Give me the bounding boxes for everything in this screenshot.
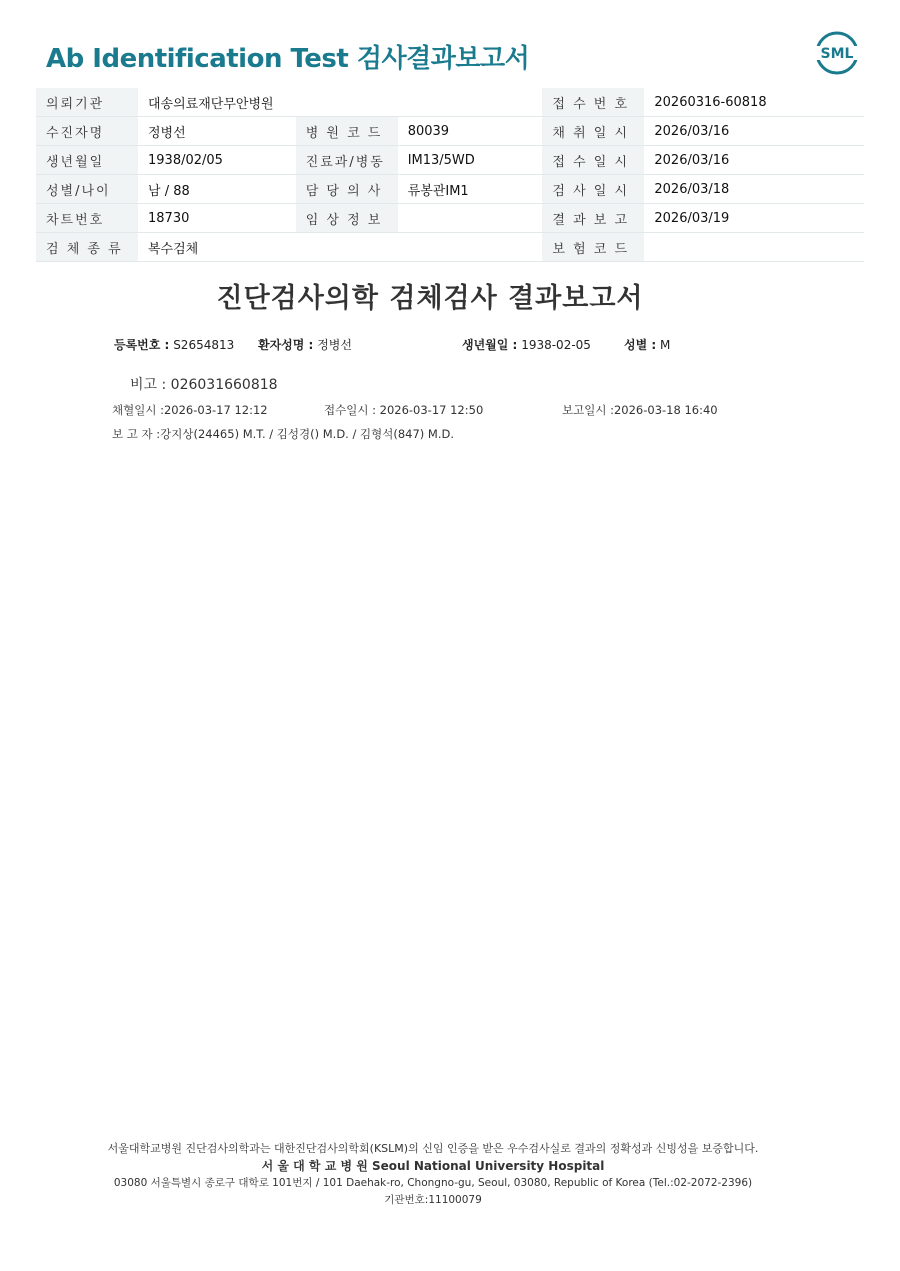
reporter — [112, 426, 454, 442]
patient-name-value: 정병선 — [317, 338, 352, 352]
remark-value: 026031660818 — [170, 377, 278, 393]
label-specimen-type: 검 체 종 류 — [36, 233, 138, 262]
table-row — [36, 88, 864, 117]
collection-datetime-value: 2026-03-17 12:12 — [163, 403, 268, 417]
patient-name-label: 환자성명 : — [258, 338, 314, 352]
label-attending-doctor: 담 당 의 사 — [296, 175, 398, 204]
footer-institution-number: 기관번호:11100079 — [384, 1194, 482, 1206]
label-clinical-info: 임 상 정 보 — [296, 204, 398, 233]
reporter-value: 강지상(24465) M.T. / 김성경() M.D. / 김형석(847) M.D. — [160, 427, 455, 441]
registration-number — [114, 336, 234, 353]
table-row — [36, 233, 864, 262]
svg-text:SML: SML — [820, 46, 854, 62]
patient-info-table — [36, 88, 864, 262]
footer-certification: 서울대학교병원 진단검사의학과는 대한진단검사의학회(KSLM)의 신임 인증을 받은 우수검사실로 결과의 정확성과 신빙성을 보증합니다. — [107, 1142, 759, 1155]
value-chart-number: 18730 — [138, 204, 296, 233]
value-sex-age: 남 / 88 — [138, 175, 296, 204]
birth-date-label: 생년월일 : — [462, 338, 518, 352]
value-receipt-date: 2026/03/16 — [644, 146, 864, 175]
value-patient-name: 정병선 — [138, 117, 296, 146]
label-birth-date: 생년월일 — [36, 146, 138, 175]
value-collection-date: 2026/03/16 — [644, 117, 864, 146]
label-test-date: 검 사 일 시 — [542, 175, 644, 204]
birth-date-value: 1938-02-05 — [521, 338, 591, 352]
remark-label: 비고 : — [130, 377, 167, 393]
label-receipt-number: 접 수 번 호 — [542, 88, 644, 117]
report-datetime-label: 보고일시 : — [562, 403, 614, 417]
sml-logo-icon — [812, 30, 862, 76]
label-department-ward: 진료과/병동 — [296, 146, 398, 175]
sex-value: M — [660, 338, 671, 352]
label-collection-date: 채 취 일 시 — [542, 117, 644, 146]
registration-number-value: S2654813 — [173, 338, 235, 352]
label-insurance-code: 보 험 코 드 — [542, 233, 644, 262]
table-row — [36, 175, 864, 204]
value-receipt-number: 20260316-60818 — [644, 88, 864, 117]
remark — [130, 374, 278, 394]
value-test-date: 2026/03/18 — [644, 175, 864, 204]
value-requesting-institution: 대송의료재단무안병원 — [138, 88, 542, 117]
footer-address: 03080 서울특별시 종로구 대학로 101번지 / 101 Daehak-ro, Chongno-gu, Seoul, 03080, Republic of Korea (Tel.:02-2072-2396) — [113, 1177, 753, 1189]
value-insurance-code — [644, 233, 864, 262]
value-clinical-info — [398, 204, 543, 233]
birth-date — [462, 336, 591, 353]
label-result-report: 결 과 보 고 — [542, 204, 644, 233]
registration-number-label: 등록번호 : — [114, 338, 170, 352]
label-chart-number: 차트번호 — [36, 204, 138, 233]
value-attending-doctor: 류봉관IM1 — [398, 175, 543, 204]
footer-hospital-name: 서 울 대 학 교 병 원 Seoul National University Hospital — [261, 1159, 605, 1173]
reporter-label: 보 고 자 : — [112, 427, 161, 441]
collection-datetime — [112, 402, 268, 418]
receipt-datetime — [324, 402, 483, 418]
label-sex-age: 성별/나이 — [36, 175, 138, 204]
sex-label: 성별 : — [624, 338, 657, 352]
report-datetime-value: 2026-03-18 16:40 — [613, 403, 718, 417]
value-birth-date: 1938/02/05 — [138, 146, 296, 175]
label-receipt-date: 접 수 일 시 — [542, 146, 644, 175]
patient-name — [258, 336, 352, 353]
table-row — [36, 117, 864, 146]
label-requesting-institution: 의뢰기관 — [36, 88, 138, 117]
table-row — [36, 146, 864, 175]
value-specimen-type: 복수검체 — [138, 233, 542, 262]
document-title: 진단검사의학 검체검사 결과보고서 — [216, 283, 644, 314]
table-row — [36, 204, 864, 233]
value-hospital-code: 80039 — [398, 117, 543, 146]
report-title-header: Ab Identification Test 검사결과보고서 — [46, 44, 530, 74]
value-department-ward: IM13/5WD — [398, 146, 543, 175]
label-hospital-code: 병 원 코 드 — [296, 117, 398, 146]
collection-datetime-label: 채혈일시 : — [112, 403, 164, 417]
receipt-datetime-value: 2026-03-17 12:50 — [379, 403, 484, 417]
receipt-datetime-label: 접수일시 : — [324, 403, 376, 417]
label-patient-name: 수진자명 — [36, 117, 138, 146]
sex — [624, 336, 670, 353]
value-result-report: 2026/03/19 — [644, 204, 864, 233]
report-datetime — [562, 402, 718, 418]
